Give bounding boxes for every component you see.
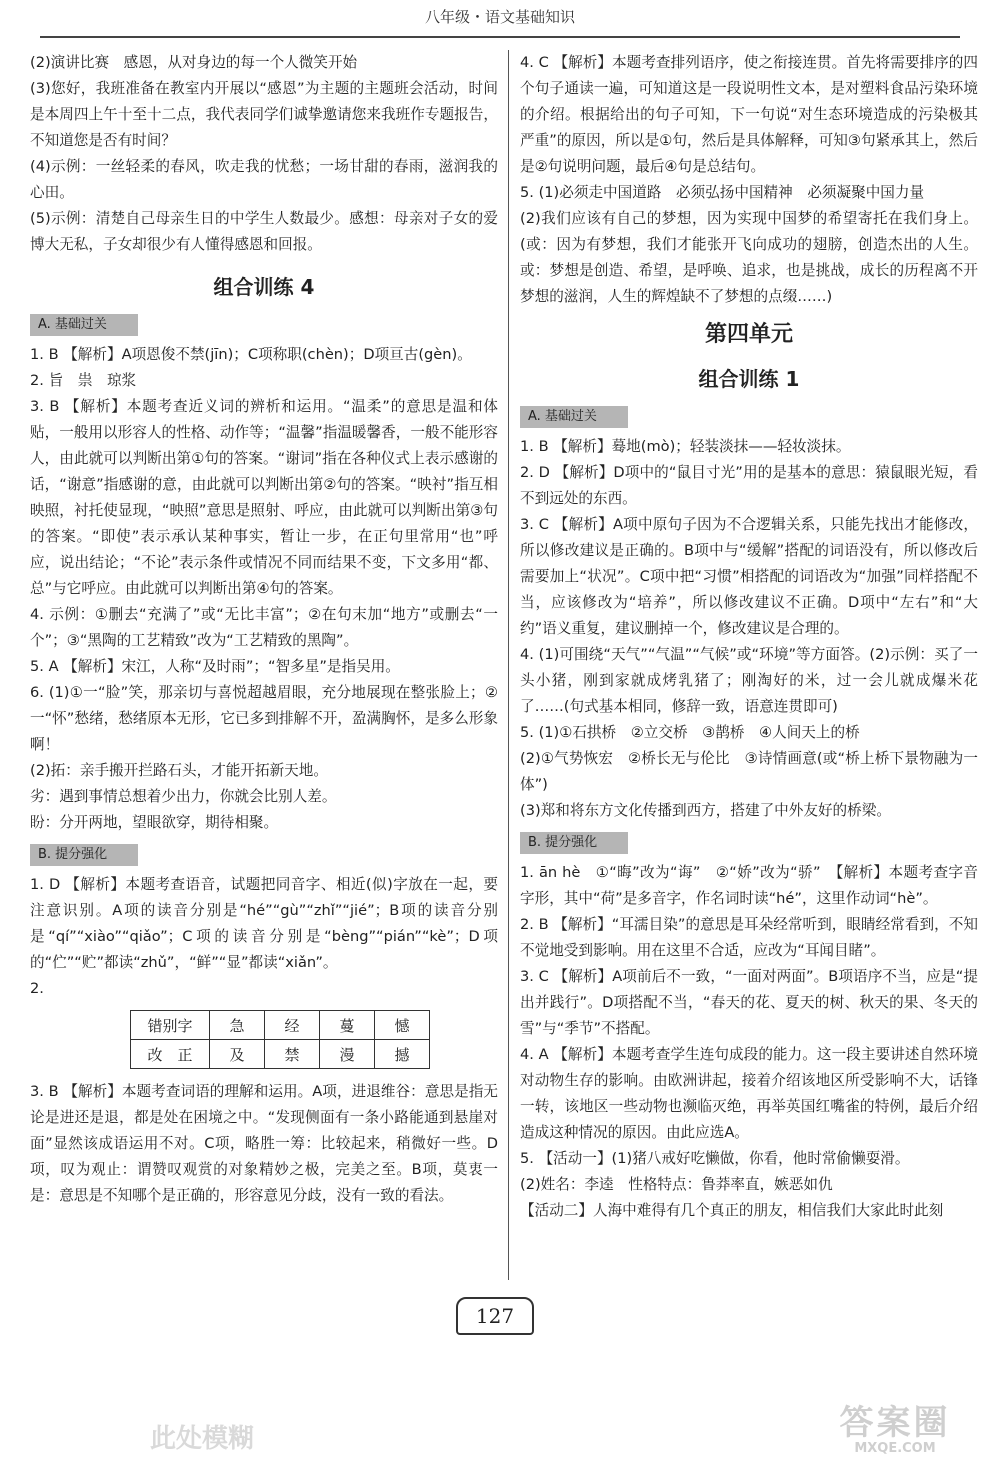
table-cell: 撼 [375, 1040, 430, 1069]
answer-item: 1. ān hè ①“晦”改为“诲” ②“娇”改为“骄” 【解析】本题考查字音字形，其中“荷”是多音字，作名词时读“hé”，这里作动词“hè”。 [520, 864, 978, 907]
answer-item: 2. 旨 祟 琼浆 [30, 372, 137, 389]
right-column [520, 50, 978, 1290]
answer-item: (3)郑和将东方文化传播到西方，搭建了中外友好的桥梁。 [520, 802, 891, 819]
column-divider [508, 50, 509, 1280]
answer-item: 3. B 【解析】本题考查近义词的辨析和运用。“温柔”的意思是温和体贴，一般用以形容人的性格、动作等；“温馨”指温暖馨香，一般不能形容人，由此就可以判断出第①句的答案。“谢词”指在各种仪式上表示感谢的话，“谢意”指感谢的意，由此就可以判断出第②句的答案。“映衬”指互相映照，衬托使显现，“映照”意思是照射、呼应，由此就可以判断出第③句的答案。“即使”表示承认某种事实，暂让一步，在正句里常用“也”呼应，说出结论；“不论”表示条件或情况不同而结果不变，下文多用“都、总”与它呼应。由此就可以判断出第④句的答案。 [30, 398, 498, 597]
header-title: 八年级・语文基础知识 [424, 8, 575, 26]
answer-item: 2. B 【解析】“耳濡目染”的意思是耳朵经常听到，眼睛经常看到，不知不觉地受到影响。用在这里不合适，应改为“耳闻目睹”。 [520, 916, 978, 959]
answer-item: 4. 示例：①删去“充满了”或“无比丰富”；②在句末加“地方”或删去“一个”；③“黑陶的工艺精致”改为“工艺精致的黑陶”。 [30, 606, 498, 649]
answer-item: 4. (1)可围绕“天气”“气温”“气候”或“环境”等方面答。(2)示例：买了一头小猪，刚到家就成烤乳猪了；刚淘好的米，过一会儿就成爆米花了……(句式基本相同，修辞一致，语意连贯即可) [520, 646, 978, 715]
answer-item: 1. B 【解析】A项恩俊不禁(jīn)；C项称职(chèn)；D项亘古(gèn)。 [30, 346, 472, 363]
answer-item: 3. C 【解析】A项前后不一致，“一面对两面”。B项语序不当，应是“提出并践行”。D项搭配不当，“春天的花、夏天的树、秋天的果、冬天的雪”与“季节”不搭配。 [520, 968, 978, 1037]
table-row [131, 1011, 430, 1040]
answer-item: 4. A 【解析】本题考查学生连句成段的能力。这一段主要讲述自然环境对动物生存的影响。由欧洲讲起，接着介绍该地区所受影响不大，话锋一转，该地区一些动物也濒临灭绝，再举英国红嘴雀的特例，最后介绍造成这种情况的原因。由此应选A。 [520, 1046, 978, 1141]
answer-item: 6. (1)①一“脸”笑，那亲切与喜悦超越眉眼，充分地展现在整张脸上；②一“怀”愁绪，愁绪原本无形，它已多到排解不开，盈满胸怀，是多么形象啊！ [30, 684, 498, 753]
correction-table [130, 1010, 430, 1069]
answer-item: 劣：遇到事情总想着少出力，你就会比别人差。 [30, 788, 337, 805]
paragraph: 4. C 【解析】本题考查排列语序，使之衔接连贯。首先将需要排序的四个句子通读一遍，可知道这是一段说明性文本，是对塑料食品污染环境的介绍。根据给出的句子可知，下一句说“对生态环境造成的污染极其严重”的原因，所以是①句，然后是具体解释，可知③句紧承其上，然后是②句说明问题，最后④句是总结句。 [520, 54, 978, 175]
watermark-logo [820, 1405, 970, 1457]
table-cell: 憾 [375, 1011, 430, 1040]
table-row [131, 1040, 430, 1069]
paragraph: (2)我们应该有自己的梦想，因为实现中国梦的希望寄托在我们身上。(或：因为有梦想，我们才能张开飞向成功的翅膀，创造杰出的人生。或：梦想是创造、希望，是呼唤、追求，也是挑战，成长的历程离不开梦想的滋润，人生的辉煌缺不了梦想的点缀……) [520, 210, 978, 305]
table-cell: 漫 [320, 1040, 375, 1069]
table-cell: 蔓 [320, 1011, 375, 1040]
header-rule [40, 36, 960, 38]
section-bar-b: B. 提分强化 [30, 844, 138, 866]
table-cell: 经 [265, 1011, 320, 1040]
answer-item: 5. (1)①石拱桥 ②立交桥 ③鹊桥 ④人间天上的桥 [520, 724, 860, 741]
section-title: 组合训练 1 [698, 367, 800, 391]
answer-item: 1. D 【解析】本题考查语音，试题把同音字、相近(似)字放在一起，要注意识别。A项的读音分别是“hé”“gù”“zhǐ”“jié”；B项的读音分别是“qí”“xiào”“qiǎo”；C项的读音分别是“bèng”“pián”“kè”；D项的“伫”“贮”都读“zhǔ”，“鲜”“显”都读“xiǎn”。 [30, 876, 498, 971]
paragraph: (3)您好，我班准备在教室内开展以“感恩”为主题的主题班会活动，时间是本周四上午十至十二点，我代表同学们诚挚邀请您来我班作专题报告，不知道您是否有时间？ [30, 80, 498, 149]
table-cell: 及 [210, 1040, 265, 1069]
answer-item: 盼：分开两地，望眼欲穿，期待相聚。 [30, 814, 279, 831]
section-bar-a: A. 基础过关 [30, 314, 138, 336]
paragraph: (2)演讲比赛 感恩，从对身边的每一个人微笑开始 [30, 54, 358, 71]
watermark-logo-url: MXQE.COM [854, 1441, 936, 1456]
answer-item: 5. 【活动一】(1)猪八戒好吃懒做，你看，他时常偷懒耍滑。 [520, 1150, 910, 1167]
section-title: 组合训练 4 [213, 275, 315, 299]
table-cell: 错别字 [131, 1011, 210, 1040]
watermark-logo-text: 答案圈 [839, 1403, 951, 1443]
table-cell: 禁 [265, 1040, 320, 1069]
page-number: 127 [456, 1297, 534, 1335]
answer-item: 2. D 【解析】D项中的“鼠目寸光”用的是基本的意思：猿鼠眼光短，看不到远处的东西。 [520, 464, 978, 507]
left-column [30, 50, 498, 1290]
unit-title: 第四单元 [704, 322, 793, 347]
answer-item: 1. B 【解析】蓦地(mò)；轻装淡抹——轻妆淡抹。 [520, 438, 851, 455]
answer-item: 【活动二】人海中难得有几个真正的朋友，相信我们大家此时此刻 [520, 1202, 944, 1219]
paragraph: (4)示例：一丝轻柔的春风，吹走我的忧愁；一场甘甜的春雨，滋润我的心田。 [30, 158, 498, 201]
answer-item: (2)拓：亲手搬开拦路石头，才能开拓新天地。 [30, 762, 328, 779]
table-cell: 改 正 [131, 1040, 210, 1069]
watermark-text: 此处模糊 [150, 1424, 255, 1454]
answer-item: (2)姓名：李逵 性格特点：鲁莽率直，嫉恶如仇 [520, 1176, 833, 1193]
section-bar-b: B. 提分强化 [520, 832, 628, 854]
answer-item: 2. [30, 980, 44, 997]
table-cell: 急 [210, 1011, 265, 1040]
page-header [40, 0, 960, 36]
answer-item: 5. A 【解析】宋江，人称“及时雨”；“智多星”是指吴用。 [30, 658, 400, 675]
paragraph: (5)示例：清楚自己母亲生日的中学生人数最少。感想：母亲对子女的爱博大无私，子女却很少有人懂得感恩和回报。 [30, 210, 498, 253]
paragraph: 5. (1)必须走中国道路 必须弘扬中国精神 必须凝聚中国力量 [520, 184, 925, 201]
section-bar-a: A. 基础过关 [520, 406, 628, 428]
answer-item: (2)①气势恢宏 ②桥长无与伦比 ③诗情画意(或“桥上桥下景物融为一体”) [520, 750, 978, 793]
answer-item: 3. B 【解析】本题考查词语的理解和运用。A项，进退维谷：意思是指无论是进还是退，都是处在困境之中。“发现侧面有一条小路能通到悬崖对面”显然该成语运用不对。C项，略胜一筹：比较起来，稍微好一些。D项，叹为观止：谓赞叹观赏的对象精妙之极，完美之至。B项，莫衷一是：意思是不知哪个是正确的，形容意见分歧，没有一致的看法。 [30, 1083, 498, 1204]
answer-item: 3. C 【解析】A项中原句子因为不合逻辑关系，只能先找出才能修改，所以修改建议是正确的。B项中与“缓解”搭配的词语没有，所以修改后需要加上“状况”。C项中把“习惯”相搭配的词语改为“加强”同样搭配不当，应该修改为“培养”，所以修改建议不正确。D项中“左右”和“大约”语义重复，建议删掉一个，修改建议是合理的。 [520, 516, 978, 637]
